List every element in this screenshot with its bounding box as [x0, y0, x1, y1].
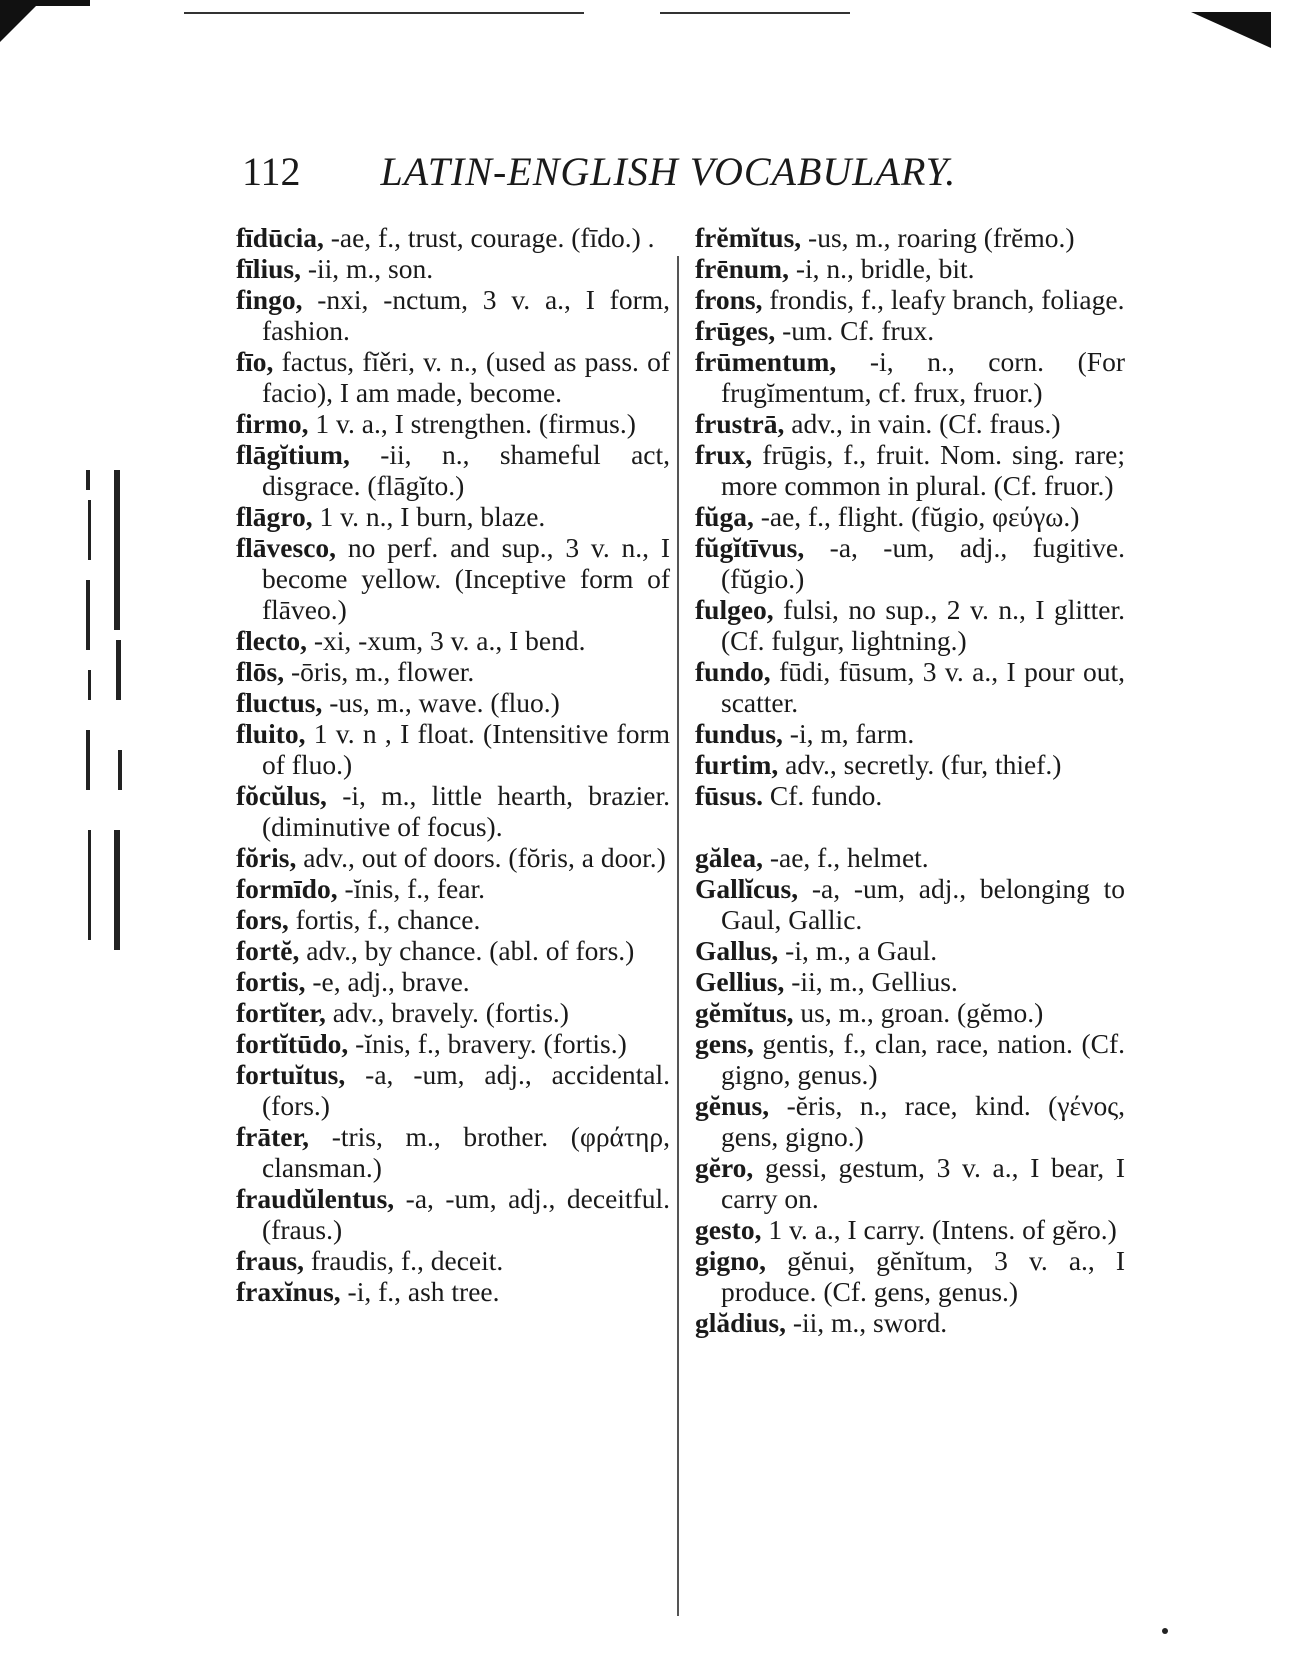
entry-headword: fundo,: [695, 656, 771, 687]
entry-definition: frondis, f., leafy branch, foliage.: [762, 284, 1125, 315]
dictionary-entry: [236, 904, 670, 935]
dictionary-entry: [695, 997, 1125, 1028]
entry-headword: gigno,: [695, 1245, 767, 1276]
dictionary-entry: [236, 253, 670, 284]
page-number: 112: [242, 149, 301, 194]
entry-definition: -ii, m., Gellius.: [784, 966, 958, 997]
dictionary-entry: [695, 1307, 1125, 1338]
dictionary-entry: [236, 966, 670, 997]
entry-headword: gălea,: [695, 842, 763, 873]
dictionary-entry: [695, 749, 1125, 780]
dictionary-entry: [695, 780, 1125, 811]
entry-headword: gens,: [695, 1028, 754, 1059]
entry-definition: -i, m., little hearth, brazier. (diminutive of focus).: [262, 780, 670, 842]
entry-definition: adv., out of doors. (fŏris, a door.): [296, 842, 666, 873]
entry-headword: gĕro,: [695, 1152, 754, 1183]
dictionary-entry: [695, 718, 1125, 749]
dictionary-entry: [236, 873, 670, 904]
dictionary-entry: [695, 253, 1125, 284]
entry-definition: factus, fĭěri, v. n., (used as pass. of facio), I am made, become.: [262, 346, 670, 408]
entry-headword: fraxĭnus,: [236, 1276, 341, 1307]
entry-definition: -ae, f., trust, courage. (fīdo.) .: [323, 222, 655, 253]
corner-bar-top-left: [0, 0, 90, 6]
dictionary-entry: [236, 625, 670, 656]
corner-mark-top-left: [0, 0, 42, 42]
entry-headword: fīdūcia,: [236, 222, 324, 253]
entry-definition: adv., in vain. (Cf. fraus.): [784, 408, 1061, 439]
dictionary-entry: [695, 315, 1125, 346]
entry-headword: fraus,: [236, 1245, 304, 1276]
dictionary-entry: [236, 346, 670, 408]
entry-headword: fortĕ,: [236, 935, 300, 966]
entry-headword: fortĭter,: [236, 997, 326, 1028]
entry-headword: gĕnus,: [695, 1090, 770, 1121]
entry-definition: gessi, gestum, 3 v. a., I bear, I carry on.: [721, 1152, 1125, 1214]
dictionary-entry: [236, 935, 670, 966]
entry-headword: fortĭtūdo,: [236, 1028, 349, 1059]
dictionary-entry: [695, 873, 1125, 935]
dictionary-entry: [695, 346, 1125, 408]
entry-definition: -um. Cf. frux.: [775, 315, 935, 346]
entry-headword: fŏris,: [236, 842, 297, 873]
dictionary-entry: [695, 1090, 1125, 1152]
entry-definition: adv., by chance. (abl. of fors.): [299, 935, 635, 966]
entry-spacer: [695, 811, 1125, 842]
entry-definition: -ĭnis, f., bravery. (fortis.): [348, 1028, 627, 1059]
entry-headword: fīlius,: [236, 253, 301, 284]
entry-definition: -e, adj., brave.: [305, 966, 470, 997]
entry-definition: -i, m, farm.: [782, 718, 915, 749]
entry-definition: -xi, -xum, 3 v. a., I bend.: [307, 625, 586, 656]
entry-headword: fingo,: [236, 284, 303, 315]
entry-definition: -ōris, m., flower.: [284, 656, 475, 687]
entry-definition: -i, n., corn. (For frugĭmentum, cf. frux, fruor.): [721, 346, 1125, 408]
entry-definition: -nxi, -nctum, 3 v. a., I form, fashion.: [262, 284, 670, 346]
entry-headword: glădius,: [695, 1307, 786, 1338]
entry-definition: frūgis, f., fruit. Nom. sing. rare; more common in plural. (Cf. fruor.): [721, 439, 1125, 501]
entry-headword: fluito,: [236, 718, 306, 749]
dictionary-entry: [695, 966, 1125, 997]
entry-headword: frons,: [695, 284, 763, 315]
dictionary-entry: [695, 439, 1125, 501]
entry-definition: -a, -um, adj., deceitful. (fraus.): [262, 1183, 670, 1245]
entry-headword: fors,: [236, 904, 289, 935]
entry-definition: no perf. and sup., 3 v. n., I become yellow. (Inceptive form of flāveo.): [262, 532, 670, 625]
corner-mark-top-right: [1191, 12, 1271, 48]
dictionary-entry: [236, 532, 670, 625]
dictionary-entry: [236, 687, 670, 718]
entry-headword: furtim,: [695, 749, 779, 780]
entry-headword: fortuĭtus,: [236, 1059, 346, 1090]
column-divider: [677, 256, 679, 1616]
entry-headword: gĕmĭtus,: [695, 997, 794, 1028]
entry-definition: adv., secretly. (fur, thief.): [778, 749, 1062, 780]
dictionary-entry: [236, 222, 670, 253]
entry-definition: 1 v. a., I carry. (Intens. of gĕro.): [761, 1214, 1117, 1245]
entry-definition: -ii, m., sword.: [785, 1307, 948, 1338]
entry-headword: formīdo,: [236, 873, 338, 904]
dictionary-entry: [695, 1245, 1125, 1307]
entry-headword: fraudŭlentus,: [236, 1183, 395, 1214]
entry-definition: fulsi, no sup., 2 v. n., I glitter. (Cf. fulgur, lightning.): [721, 594, 1125, 656]
dictionary-entry: [236, 1276, 670, 1307]
entry-definition: -a, -um, adj., accidental. (fors.): [262, 1059, 670, 1121]
dictionary-entry: [695, 222, 1125, 253]
entry-definition: gĕnui, gĕnĭtum, 3 v. a., I produce. (Cf. gens, genus.): [721, 1245, 1125, 1307]
dictionary-entry: [236, 780, 670, 842]
entry-headword: fundus,: [695, 718, 783, 749]
dictionary-entry: [236, 842, 670, 873]
top-rule-right: [660, 12, 850, 14]
entry-definition: Cf. fundo.: [763, 780, 883, 811]
dictionary-entry: [695, 408, 1125, 439]
entry-definition: -ii, n., shameful act, disgrace. (flāgĭto.): [262, 439, 670, 501]
entry-definition: fortis, f., chance.: [288, 904, 481, 935]
entry-definition: -ae, f., helmet.: [762, 842, 929, 873]
entry-headword: flōs,: [236, 656, 285, 687]
dictionary-entry: [695, 935, 1125, 966]
entry-headword: firmo,: [236, 408, 309, 439]
dictionary-entry: [695, 594, 1125, 656]
entry-headword: frux,: [695, 439, 753, 470]
entry-headword: flecto,: [236, 625, 307, 656]
entry-definition: -us, m., wave. (fluo.): [322, 687, 560, 718]
dictionary-entry: [236, 284, 670, 346]
dictionary-entry: [695, 532, 1125, 594]
entry-headword: frūmentum,: [695, 346, 837, 377]
dictionary-entry: [695, 656, 1125, 718]
entry-headword: frĕmĭtus,: [695, 222, 802, 253]
dictionary-entry: [236, 1059, 670, 1121]
dictionary-entry: [695, 1214, 1125, 1245]
dictionary-entry: [695, 1028, 1125, 1090]
entry-headword: Gallĭcus,: [695, 873, 799, 904]
entry-definition: -us, m., roaring (frĕmo.): [801, 222, 1075, 253]
dictionary-entry: [236, 1028, 670, 1059]
entry-headword: frēnum,: [695, 253, 789, 284]
entry-headword: fluctus,: [236, 687, 323, 718]
entry-definition: us, m., groan. (gĕmo.): [793, 997, 1044, 1028]
dictionary-entry: [236, 501, 670, 532]
entry-definition: 1 v. a., I strengthen. (firmus.): [308, 408, 636, 439]
entry-headword: fīo,: [236, 346, 274, 377]
entry-headword: fŭga,: [695, 501, 754, 532]
dictionary-entry: [236, 718, 670, 780]
entry-headword: fortis,: [236, 966, 306, 997]
dictionary-entry: [236, 1121, 670, 1183]
top-rule-left: [184, 12, 584, 14]
entry-headword: flāgro,: [236, 501, 313, 532]
dictionary-entry: [236, 1183, 670, 1245]
dictionary-entry: [236, 1245, 670, 1276]
dictionary-entry: [695, 284, 1125, 315]
entry-definition: -a, -um, adj., fugitive. (fŭgio.): [721, 532, 1125, 594]
entry-headword: fūsus.: [695, 780, 764, 811]
entry-headword: flāvesco,: [236, 532, 337, 563]
page-title: LATIN-ENGLISH VOCABULARY.: [380, 149, 957, 194]
page-header: [242, 148, 1042, 195]
entry-definition: -ĭnis, f., fear.: [337, 873, 485, 904]
entry-definition: -i, n., bridle, bit.: [788, 253, 975, 284]
entry-definition: fūdi, fūsum, 3 v. a., I pour out, scatter.: [721, 656, 1125, 718]
dictionary-entry: [695, 1152, 1125, 1214]
entry-headword: fulgeo,: [695, 594, 774, 625]
entry-headword: Gallus,: [695, 935, 779, 966]
left-column: [236, 222, 670, 1307]
entry-definition: -tris, m., brother. (φράτηρ, clansman.): [262, 1121, 670, 1183]
entry-headword: frustrā,: [695, 408, 785, 439]
entry-definition: fraudis, f., deceit.: [304, 1245, 504, 1276]
right-column: [695, 222, 1125, 1338]
entry-headword: flāgĭtium,: [236, 439, 350, 470]
entry-headword: fŏcŭlus,: [236, 780, 327, 811]
margin-bleed-marks: [80, 470, 160, 1010]
entry-headword: frūges,: [695, 315, 776, 346]
footer-dot: [1162, 1628, 1168, 1634]
entry-definition: -i, m., a Gaul.: [778, 935, 938, 966]
dictionary-entry: [236, 408, 670, 439]
entry-definition: -ĕris, n., race, kind. (γένος, gens, gigno.): [721, 1090, 1125, 1152]
dictionary-entry: [695, 842, 1125, 873]
dictionary-entry: [236, 656, 670, 687]
entry-headword: fŭgĭtīvus,: [695, 532, 805, 563]
entry-definition: -ii, m., son.: [300, 253, 434, 284]
entry-definition: -i, f., ash tree.: [340, 1276, 500, 1307]
entry-headword: gesto,: [695, 1214, 762, 1245]
entry-headword: Gellius,: [695, 966, 785, 997]
entry-definition: adv., bravely. (fortis.): [325, 997, 569, 1028]
entry-definition: -ae, f., flight. (fŭgio, φεύγω.): [753, 501, 1080, 532]
entry-headword: frāter,: [236, 1121, 310, 1152]
entry-definition: gentis, f., clan, race, nation. (Cf. gigno, genus.): [721, 1028, 1125, 1090]
dictionary-entry: [236, 997, 670, 1028]
dictionary-entry: [695, 501, 1125, 532]
entry-definition: 1 v. n., I burn, blaze.: [312, 501, 546, 532]
entry-definition: -a, -um, adj., belonging to Gaul, Gallic.: [721, 873, 1125, 935]
dictionary-entry: [236, 439, 670, 501]
entry-definition: 1 v. n , I float. (Intensitive form of fluo.): [262, 718, 670, 780]
